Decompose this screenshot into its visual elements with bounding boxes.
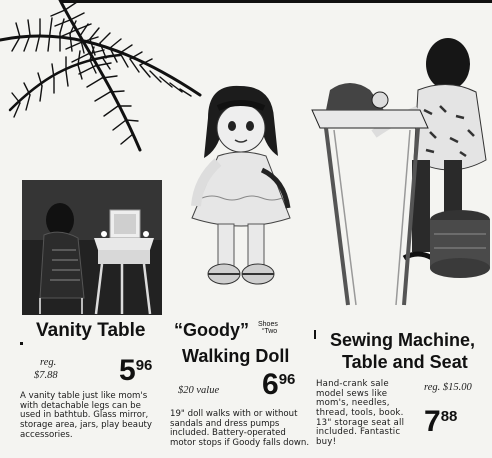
vanity-reg-price: $7.88 bbox=[34, 370, 58, 381]
vanity-reg-label: reg. bbox=[40, 357, 57, 368]
doll-description: 19" doll walks with or without sandals and dress pumps included. Battery-operated motor stops if Goody falls down. bbox=[170, 409, 310, 448]
vanity-price-cents: 96 bbox=[135, 357, 153, 374]
doll-title-line2: Walking Doll bbox=[182, 346, 290, 366]
sewing-title-line2: Table and Seat bbox=[342, 352, 468, 372]
vanity-description: A vanity table just like mom's with detachable legs can be used in bathtub. Glass mirror, storage area, jars, play beauty accessories. bbox=[20, 391, 152, 440]
doll-sale-price bbox=[262, 370, 295, 400]
sewing-description: Hand-crank sale model sews like mom's, needles, thread, tools, book. 13" storage seat all included. Fantastic buy! bbox=[316, 379, 405, 447]
doll-price-cents: 96 bbox=[278, 371, 296, 388]
sewing-title-line1: Sewing Machine, bbox=[330, 330, 476, 350]
doll-shoes-note-line2: “Two bbox=[262, 328, 278, 336]
column-mark bbox=[314, 330, 316, 339]
sewing-machine-photo bbox=[300, 20, 492, 315]
vanity-table-title: Vanity Table bbox=[36, 320, 146, 341]
doll-title-line1: “Goody” bbox=[174, 320, 249, 340]
sewing-price-dollars: 7 bbox=[424, 405, 440, 438]
pine-branch-illustration bbox=[0, 0, 205, 160]
doll-shoes-note-line1: Shoes bbox=[258, 321, 278, 328]
vanity-sale-price bbox=[119, 356, 152, 386]
doll-shoes-note bbox=[258, 321, 278, 336]
doll-price-dollars: 6 bbox=[262, 368, 278, 401]
sewing-price-cents: 88 bbox=[440, 408, 458, 425]
vanity-price-dollars: 5 bbox=[119, 354, 135, 387]
vanity-table-photo bbox=[22, 180, 162, 315]
walking-doll-photo bbox=[178, 78, 310, 300]
doll-value-label: $20 value bbox=[178, 385, 220, 396]
sewing-sale-price bbox=[424, 407, 457, 437]
bullet-mark bbox=[20, 342, 23, 345]
sewing-reg-label: reg. $15.00 bbox=[424, 382, 472, 393]
